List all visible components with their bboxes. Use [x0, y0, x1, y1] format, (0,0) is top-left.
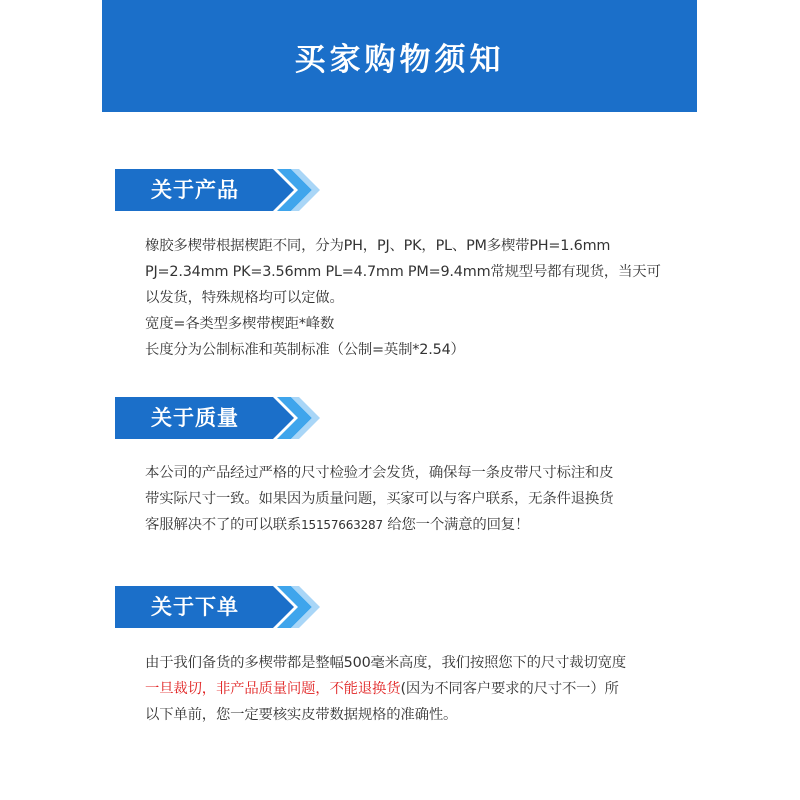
section-title-order: 关于下单 [151, 595, 239, 619]
text-line: 以下单前，您一定要核实皮带数据规格的准确性。 [145, 707, 458, 723]
section-header-product [115, 169, 320, 211]
text-line: 以发货，特殊规格均可以定做。 [145, 290, 344, 306]
warning-text: 一旦裁切，非产品质量问题，不能退换货 [145, 681, 401, 697]
text-line [145, 512, 675, 538]
order-description [145, 650, 675, 728]
text-line: 由于我们备货的多楔带都是整幅500毫米高度，我们按照您下的尺寸裁切宽度 [145, 655, 626, 671]
contact-text: 客服解决不了的可以联系 [145, 517, 302, 533]
text-line: 宽度=各类型多楔带楔距*峰数 [145, 316, 335, 332]
quality-description [145, 460, 675, 538]
text-line: 长度分为公制标准和英制标准（公制=英制*2.54） [145, 342, 465, 358]
reply-text: 给您一个满意的回复！ [382, 517, 530, 533]
section-header-quality [115, 397, 320, 439]
text-line: 本公司的产品经过严格的尺寸检验才会发货，确保每一条皮带尺寸标注和皮 [145, 465, 614, 481]
text-line: 橡胶多楔带根据楔距不同，分为PH，PJ、PK，PL、PM多楔带PH=1.6mm [145, 238, 611, 254]
section-title-quality: 关于质量 [151, 406, 239, 430]
text-line [145, 676, 675, 702]
section-title-product: 关于产品 [151, 178, 239, 202]
reason-text: (因为不同客户要求的尺寸不一）所 [400, 681, 619, 697]
phone-number: 15157663287 [301, 518, 383, 532]
title-banner [102, 0, 697, 112]
text-line: 带实际尺寸一致。如果因为质量问题，买家可以与客户联系，无条件退换货 [145, 491, 614, 507]
text-line: PJ=2.34mm PK=3.56mm PL=4.7mm PM=9.4mm常规型号都有现货，当天可 [145, 264, 661, 280]
product-description [145, 233, 675, 363]
section-header-order [115, 586, 320, 628]
page-title: 买家购物须知 [294, 41, 505, 78]
